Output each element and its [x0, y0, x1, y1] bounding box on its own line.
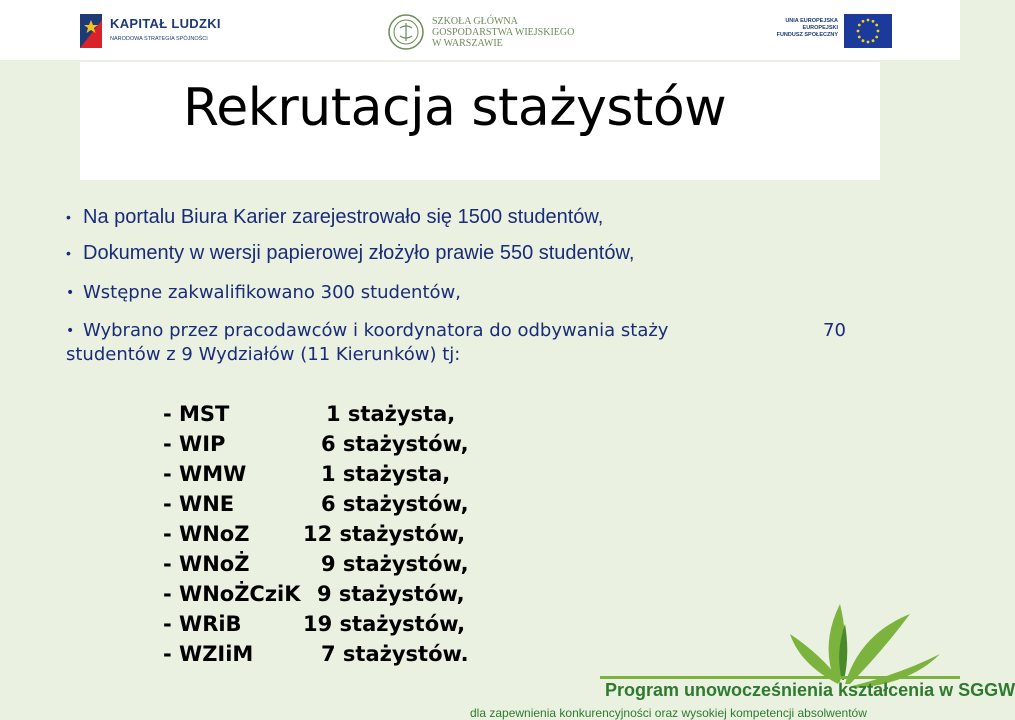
bullet-continuation: studentów z 9 Wydziałów (11 Kierunków) tj: — [66, 344, 461, 365]
intern-count: 9 stażystów, — [317, 582, 465, 606]
department-name: - WNoZ — [163, 522, 250, 546]
department-name: - MST — [163, 402, 230, 426]
department-name: - WNoŻ — [163, 552, 250, 576]
kapital-ludzki-logo — [80, 12, 270, 54]
bullet-text: Dokumenty w wersji papierowej złożyło prawie 550 studentów, — [83, 242, 635, 264]
ue-name-line3: FUNDUSZ SPOŁECZNY — [776, 32, 838, 38]
ue-name-line2: EUROPEJSKI — [802, 25, 838, 31]
bullet-dot-icon: • — [66, 245, 71, 261]
intern-count: 19 stażystów, — [303, 612, 466, 636]
sggw-name-line2: GOSPODARSTWA WIEJSKIEGO — [432, 27, 575, 38]
intern-count: 6 stażystów, — [321, 492, 469, 516]
sggw-logo — [388, 12, 578, 54]
intern-count: 1 stażysta, — [326, 402, 456, 426]
department-name: - WNE — [163, 492, 235, 516]
bullet-text: Na portalu Biura Karier zarejestrowało się 1500 studentów, — [83, 206, 604, 228]
department-name: - WMW — [163, 462, 247, 486]
department-name: - WNoŻCziK — [163, 582, 301, 606]
logo-bar — [0, 0, 960, 60]
program-banner-subtitle: dla zapewnienia konkurencyjności oraz wysokiej kompetencji absolwentów — [470, 706, 867, 720]
sggw-name-line1: SZKOŁA GŁÓWNA — [432, 16, 518, 27]
program-banner-title: Program unowocześnienia kształcenia w SGGW — [605, 680, 1015, 700]
bullet-dot-icon: • — [66, 323, 75, 339]
bullet-number: 70 — [823, 320, 846, 341]
kapital-ludzki-name: KAPITAŁ LUDZKI — [110, 16, 221, 31]
intern-count: 9 stażystów, — [321, 552, 469, 576]
department-name: - WZIiM — [163, 642, 254, 666]
bullet-text: Wybrano przez pracodawców i koordynatora do odbywania staży — [83, 320, 669, 341]
ue-name-line1: UNIA EUROPEJSKA — [785, 18, 838, 24]
sggw-seal-icon — [388, 14, 424, 50]
intern-count: 7 stażystów. — [321, 642, 469, 666]
page-title: Rekrutacja stażystów — [183, 78, 727, 138]
kapital-ludzki-flag-icon — [80, 14, 102, 48]
department-name: - WIP — [163, 432, 226, 456]
intern-count: 1 stażysta, — [321, 462, 451, 486]
intern-count: 12 stażystów, — [303, 522, 466, 546]
bullet-dot-icon: • — [66, 285, 75, 301]
intern-count: 6 stażystów, — [321, 432, 469, 456]
bullet-text: Wstępne zakwalifikowano 300 studentów, — [83, 282, 461, 303]
bullet-dot-icon: • — [66, 209, 71, 225]
ue-logo — [766, 12, 896, 54]
department-name: - WRiB — [163, 612, 242, 636]
eu-flag-icon — [844, 14, 892, 48]
sggw-name-line3: W WARSZAWIE — [432, 38, 503, 49]
kapital-ludzki-subtitle: NARODOWA STRATEGIA SPÓJNOŚCI — [110, 36, 208, 42]
